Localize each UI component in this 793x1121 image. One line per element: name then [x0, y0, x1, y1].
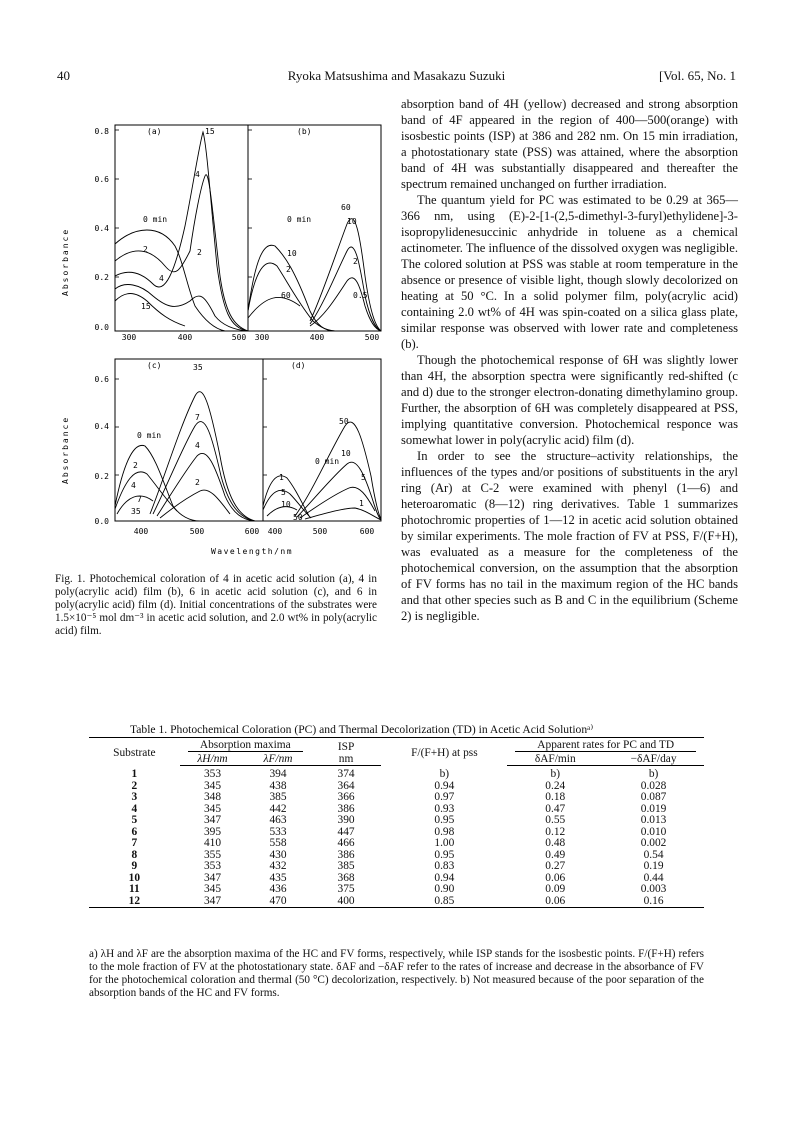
col-header-rates: Apparent rates for PC and TD — [515, 739, 696, 752]
table-row — [89, 896, 704, 908]
table-cell: 0.48 — [545, 837, 566, 849]
table-cell: 0.94 — [434, 779, 455, 792]
table-cell: 0.16 — [603, 896, 704, 908]
curve-label: 1 — [359, 499, 364, 508]
table-cell: 438 — [269, 779, 287, 792]
curve-label: 15 — [141, 302, 151, 311]
xtick: 400 — [177, 333, 193, 342]
table-cell: 386 — [337, 802, 355, 815]
curve-label: 2 — [353, 257, 358, 266]
cell-substrate: 1 — [131, 768, 138, 780]
table-row — [89, 815, 704, 827]
panel-c-label: (c) — [147, 361, 162, 370]
col-header-td: −δAF/day — [603, 753, 704, 766]
paragraph: In order to see the structure–activity relationships, the influences of the types and/or positions of substituents in the aryl ring (Ar) at C-2 were examined with phenyl (1—6) and heteroaromatic (8—12) ring derivatives. Table 1 summarizes photochromic properties of 1—12 in acetic acid solution obtained by similar experiments. The mole fraction of FV at PSS, F/(F+H), was evaluated as a measure for the completeness of the photochemical conversion, on the assumption that the absorption of FV forms has no tail in the maximum region of the HC bands and that other species such as B and C in the equilibrium (Scheme 2) is negligible. — [401, 449, 738, 623]
ylabel-top: Absorbance — [61, 227, 70, 296]
table-cell: 395 — [203, 825, 222, 838]
table-cell: 386 — [337, 848, 355, 861]
panel-a-label: (a) — [147, 127, 162, 136]
xtick: 500 — [189, 527, 205, 536]
paragraph: absorption band of 4H (yellow) decreased and strong absorption band of 4F appeared in the region of 400—500(orange) with isosbestic points (ISP) at 386 and 282 nm. On 15 min irradiation, a photostationary state (PSS) was attained, where the absorption band of 4H was substantially disappeared and thereafter the spectrum remained unchanged on further irradiation. — [401, 97, 738, 191]
table-1 — [89, 737, 704, 908]
table-caption: Table 1. Photochemical Coloration (PC) and Thermal Decolorization (TD) in Acetic Acid Solutionᵃ⁾ — [130, 723, 594, 736]
curve-label: 60 — [281, 291, 291, 300]
table-cell: b) — [648, 768, 659, 780]
table-cell: 345 — [203, 779, 222, 792]
table-cell: 0.002 — [640, 837, 667, 849]
curve-label: 0.5 — [353, 291, 368, 300]
table-cell: 345 — [203, 802, 222, 815]
curve-label: 4 — [195, 170, 200, 179]
table-cell: 0.49 — [545, 848, 566, 861]
panel-c — [95, 359, 263, 536]
table-row — [89, 792, 704, 804]
curve-label: 2 — [143, 245, 148, 254]
table-cell: 347 — [203, 814, 222, 826]
table-cell: 0.90 — [434, 883, 455, 895]
figure-1 — [55, 96, 385, 566]
running-header — [57, 68, 736, 84]
curve-label: 50 — [293, 513, 303, 522]
panel-d-label: (d) — [291, 361, 306, 370]
paragraph: Though the photochemical response of 6H was slightly lower than 4H, the absorption spectra were significantly red-shifted (c and d) due to the stronger electron-donating dimethylamino group. Further, the absorption of 6H was completely disappeared at PSS, implying quantitative conversion. Photochemical responce was somewhat lower in poly(acrylic acid) film (d). — [401, 353, 738, 447]
curve-label: 2 — [133, 461, 138, 470]
table-cell: 435 — [269, 871, 287, 884]
table-cell: 0.85 — [381, 896, 507, 908]
curve-label: 10 — [287, 249, 297, 258]
table-cell: 385 — [269, 791, 287, 803]
table-cell: 0.019 — [640, 802, 667, 815]
curve-label: 7 — [137, 495, 142, 504]
curve-label: 10 — [341, 449, 351, 458]
table-cell: 375 — [337, 883, 355, 895]
table-cell: 0.18 — [545, 791, 566, 803]
curve-label: 0 min — [143, 215, 168, 224]
ytick: 0.2 — [94, 273, 109, 282]
curve-label: 2 — [197, 248, 202, 257]
curve-label: 35 — [193, 363, 203, 372]
ytick: 0.0 — [94, 323, 109, 332]
xtick: 500 — [312, 527, 328, 536]
table-cell: 0.98 — [434, 825, 455, 838]
table-cell: 0.013 — [640, 814, 667, 826]
table-row — [89, 861, 704, 873]
table-row — [89, 838, 704, 850]
table-cell: 0.010 — [640, 825, 667, 838]
xtick: 600 — [359, 527, 375, 536]
col-header-absorption: Absorption maxima — [188, 739, 303, 752]
curve-label: 60 — [341, 203, 351, 212]
panel-b-label: (b) — [297, 127, 312, 136]
table-cell: 394 — [269, 768, 287, 780]
table-cell: 0.44 — [643, 871, 664, 884]
table-cell: 430 — [269, 848, 287, 861]
ytick: 0.4 — [94, 422, 109, 431]
curve-label: 4 — [159, 274, 164, 283]
table-cell: 355 — [203, 848, 222, 861]
table-cell: 0.09 — [545, 883, 566, 895]
curve-label: 1 — [279, 473, 284, 482]
table-cell: 0.028 — [640, 779, 667, 792]
table-row — [89, 827, 704, 839]
table-cell: 0.54 — [643, 848, 664, 861]
cell-substrate: 2 — [131, 779, 138, 792]
cell-substrate: 3 — [131, 791, 138, 803]
table-cell: 0.06 — [545, 871, 566, 884]
table-cell: 463 — [269, 814, 287, 826]
curve-label: 0 min — [137, 431, 162, 440]
table-cell: 0.93 — [434, 802, 455, 815]
ytick: 0.4 — [94, 224, 109, 233]
ytick: 0.2 — [94, 472, 109, 481]
curve-label: 0 min — [287, 215, 312, 224]
table-cell: 345 — [203, 883, 222, 895]
cell-substrate: 8 — [131, 848, 138, 861]
xtick: 300 — [121, 333, 137, 342]
xtick: 600 — [244, 527, 260, 536]
table-cell: b) — [439, 768, 450, 780]
curve-label: 15 — [205, 127, 215, 136]
ytick: 0.6 — [94, 175, 109, 184]
table-cell: 347 — [203, 871, 222, 884]
curve-label: 2 — [286, 265, 291, 274]
running-authors: Ryoka Matsushima and Masakazu Suzuki — [287, 68, 506, 83]
cell-substrate: 4 — [131, 802, 138, 815]
table-cell: 447 — [337, 825, 355, 838]
table-cell: 432 — [269, 860, 287, 872]
table-row — [89, 766, 704, 781]
xtick: 500 — [364, 333, 380, 342]
ytick: 0.8 — [94, 127, 109, 136]
table-cell: 0.003 — [640, 883, 667, 895]
table-cell: 442 — [269, 802, 287, 815]
table-cell: 366 — [337, 791, 355, 803]
table-footnote: a) λH and λF are the absorption maxima of the HC and FV forms, respectively, while ISP stands for the isosbestic points. F/(F+H) refers to the mole fraction of FV at the photostationary state. δAF and −δAF refer to the rates of increase and decrease in the absorbance of FV for the photochemical coloration and thermal (50 °C) decolorization, respectively. b) Not measured because of the poor separation of the absorption bands of the HC and FV forms. — [89, 948, 704, 999]
col-header-substrate: Substrate — [89, 738, 180, 766]
table-cell: 436 — [269, 883, 287, 895]
table-cell: 466 — [337, 837, 355, 849]
body-text-column — [401, 96, 738, 624]
panel-b — [248, 125, 381, 342]
xlabel: Wavelength/nm — [210, 547, 294, 556]
table-row — [89, 873, 704, 885]
table-cell: 0.95 — [434, 814, 455, 826]
table-cell: 0.06 — [507, 896, 603, 908]
cell-substrate: 9 — [131, 860, 138, 872]
table-cell: 0.83 — [434, 860, 455, 872]
panel-d — [263, 359, 381, 536]
table-cell: 0.27 — [545, 860, 566, 872]
figure-caption: Fig. 1. Photochemical coloration of 4 in acetic acid solution (a), 4 in poly(acrylic acid) film (b), 6 in acetic acid solution (c), and 6 in poly(acrylic acid) film (d). Initial concentrations of the substrates were 1.5×10⁻⁵ mol dm⁻³ in acetic acid solution, and 2.0 wt% in poly(acrylic acid) film. — [55, 573, 377, 637]
curve-label: 4 — [131, 481, 136, 490]
table-cell: b) — [550, 768, 560, 780]
table-cell: 390 — [337, 814, 355, 826]
curve-label: 10 — [281, 500, 291, 509]
table-cell: 0.94 — [434, 871, 455, 884]
col-header-isp: ISP — [311, 738, 382, 754]
table-cell: 0.24 — [545, 779, 566, 792]
table-cell: 368 — [337, 871, 355, 884]
paragraph: The quantum yield for PC was estimated to be 0.29 at 365—366 nm, using (E)-2-[1-(2,5-dimethyl-3-furyl)ethylidene]-3-isopropylidenesuccinic anhydride in toluene as a chemical actinometer. The influence of the dissolved oxygen was negligible. The colored solution at PSS was stable at room temperature in the absence or presence of visible light, though slowly decolorized on heating at 50 °C. In a solid polymer film, poly(acrylic acid) containing 2.0 wt% of 4H was spin-coated on a silica glass plate, similar response was observed with lower rate and completeness (b). — [401, 193, 738, 351]
col-header-lambda-f: λF/nm — [245, 753, 311, 766]
cell-substrate: 10 — [128, 871, 141, 884]
journal-reference: [Vol. 65, No. 1 — [658, 68, 736, 83]
page-number: 40 — [57, 68, 70, 83]
table-cell: 385 — [337, 860, 355, 872]
curve-label: 35 — [131, 507, 141, 516]
col-header-pc: δAF/min — [507, 753, 603, 766]
col-header-lambda-h: λH/nm — [180, 753, 246, 766]
cell-substrate: 11 — [128, 883, 140, 895]
figure-1-plot — [55, 96, 385, 566]
table-cell: 353 — [203, 860, 222, 872]
table-row — [89, 804, 704, 816]
curve-label: 2 — [195, 478, 200, 487]
xtick: 300 — [254, 333, 270, 342]
cell-substrate: 7 — [131, 837, 138, 849]
table-cell: 0.47 — [545, 802, 566, 815]
table-cell: 347 — [180, 896, 246, 908]
table-row — [89, 781, 704, 793]
xtick: 500 — [231, 333, 247, 342]
curve-label: 10 — [347, 217, 357, 226]
table-cell: 533 — [269, 825, 287, 838]
cell-substrate: 5 — [131, 814, 138, 826]
table-cell: 364 — [337, 779, 355, 792]
cell-substrate: 12 — [89, 896, 180, 908]
ylabel-bottom: Absorbance — [61, 415, 70, 484]
table-cell: 400 — [311, 896, 382, 908]
table-cell: 374 — [337, 768, 355, 780]
curve-label: 50 — [339, 417, 349, 426]
table-cell: 0.55 — [545, 814, 566, 826]
xtick: 400 — [267, 527, 283, 536]
table-cell: 0.97 — [434, 791, 455, 803]
table-cell: 0.95 — [434, 848, 455, 861]
table-cell: 0.087 — [640, 791, 667, 803]
panel-a — [95, 125, 248, 342]
table-cell: 410 — [203, 837, 222, 849]
col-header-isp-unit: nm — [311, 753, 382, 766]
table-cell: 348 — [203, 791, 222, 803]
table-cell: 0.12 — [545, 825, 566, 838]
table-cell: 353 — [203, 768, 222, 780]
table-cell: 0.19 — [643, 860, 664, 872]
xtick: 400 — [133, 527, 149, 536]
curve-label: 0 min — [315, 457, 340, 466]
table-cell: 558 — [269, 837, 287, 849]
table-cell: 470 — [245, 896, 311, 908]
cell-substrate: 6 — [131, 825, 138, 838]
curve-label: 5 — [281, 488, 286, 497]
ytick: 0.0 — [94, 517, 109, 526]
ytick: 0.6 — [94, 375, 109, 384]
col-header-fraction: F/(F+H) at pss — [381, 738, 507, 766]
curve-label: 5 — [361, 473, 366, 482]
table-row — [89, 850, 704, 862]
curve-label: 4 — [195, 441, 200, 450]
xtick: 400 — [309, 333, 325, 342]
table-cell: 1.00 — [434, 837, 455, 849]
curve-label: 7 — [195, 413, 200, 422]
table-row — [89, 884, 704, 896]
